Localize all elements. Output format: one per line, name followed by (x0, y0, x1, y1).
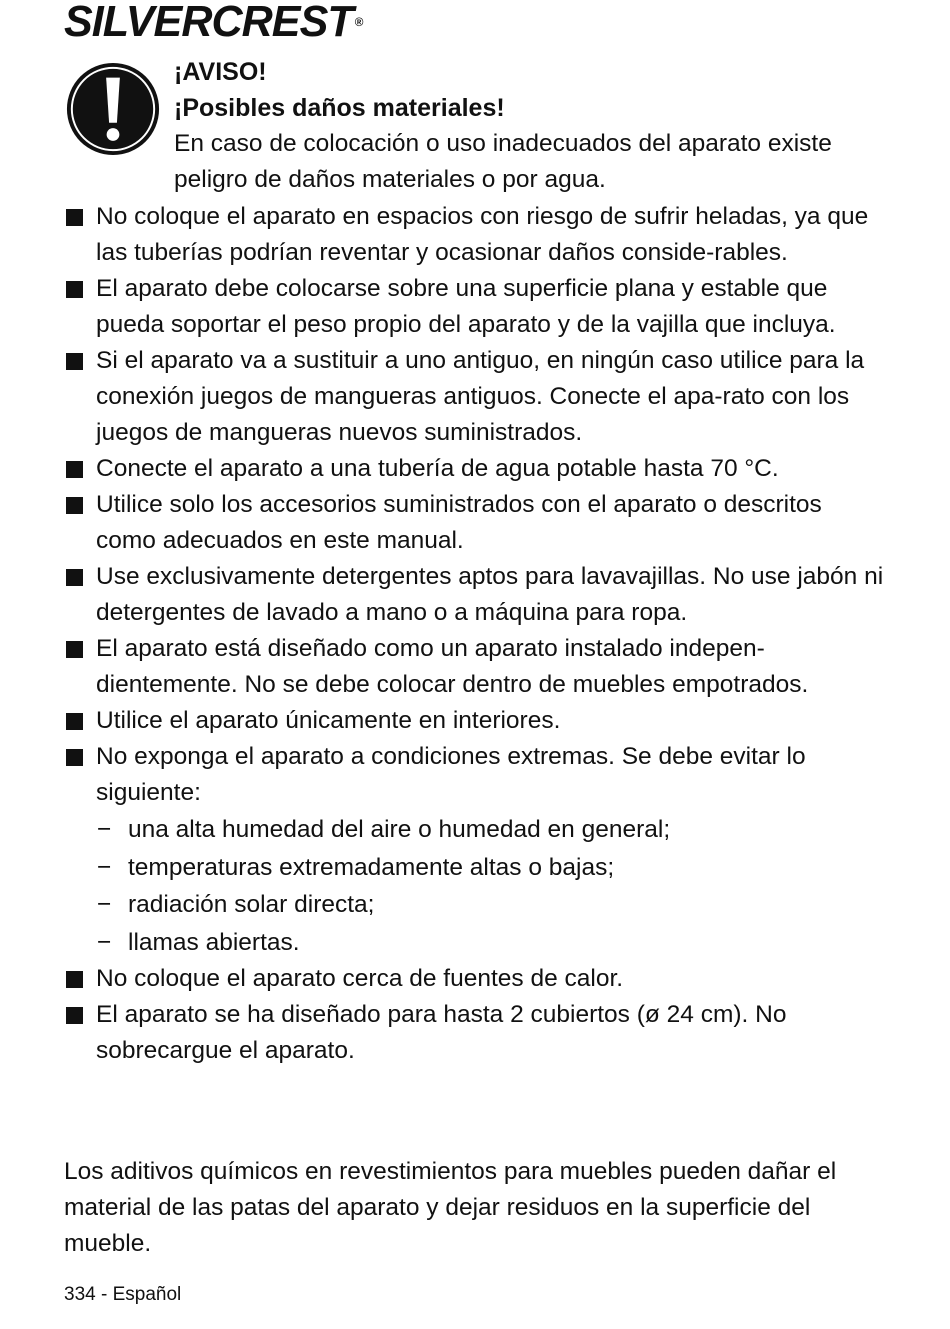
brand-name: SILVERCREST (64, 0, 353, 46)
square-bullet-icon (66, 641, 83, 658)
square-bullet-icon (66, 1007, 83, 1024)
square-bullet-icon (66, 209, 83, 226)
square-bullet-icon (66, 569, 83, 586)
list-item-text: Use exclusivamente detergentes aptos para lavavajillas. No use jabón ni detergentes de lavado a mano o a máquina para ropa. (96, 563, 884, 626)
list-item-text: El aparato está diseñado como un aparato instalado indepen-dientemente. No se debe colocar dentro de muebles empotrados. (96, 635, 809, 698)
list-item (64, 739, 884, 811)
list-item-text: No exponga el aparato a condiciones extremas. Se debe evitar lo siguiente: (96, 743, 806, 806)
sub-list-item-text: llamas abiertas. (128, 928, 300, 956)
list-item-text: Utilice solo los accesorios suministrados con el aparato o descritos como adecuados en este manual. (96, 491, 822, 554)
warning-subtitle: ¡Posibles daños materiales! (174, 94, 505, 122)
dash-bullet: − (97, 891, 112, 918)
list-item-text: No coloque el aparato en espacios con riesgo de sufrir heladas, ya que las tuberías podrían reventar y ocasionar daños conside-rables. (96, 203, 869, 266)
list-item (64, 961, 884, 997)
list-item (64, 451, 884, 487)
registered-mark: ® (354, 15, 363, 29)
square-bullet-icon (66, 461, 83, 478)
list-item (64, 997, 884, 1069)
dash-bullet: − (97, 816, 112, 843)
sub-list-item-text: radiación solar directa; (128, 891, 375, 918)
exclamation-icon (64, 60, 162, 158)
sub-list-item (64, 924, 884, 962)
list-item (64, 199, 884, 271)
dash-bullet: − (97, 853, 112, 881)
square-bullet-icon (66, 971, 83, 988)
list-item (64, 631, 884, 703)
square-bullet-icon (66, 353, 83, 370)
list-item-text: El aparato se ha diseñado para hasta 2 cubiertos (ø 24 cm). No sobrecargue el aparato. (96, 1001, 787, 1064)
list-item-text: No coloque el aparato cerca de fuentes de calor. (96, 965, 624, 992)
list-item-text: Conecte el aparato a una tubería de agua potable hasta 70 °C. (96, 455, 779, 482)
sub-list-item-text: temperaturas extremadamente altas o bajas; (128, 853, 615, 881)
warning-block (174, 54, 874, 198)
list-item-text: Si el aparato va a sustituir a uno antiguo, en ningún caso utilice para la conexión juegos de mangueras antiguos. Conecte el apa-rato con los juegos de mangueras nuevos suministrados. (96, 347, 865, 446)
list-item (64, 487, 884, 559)
warning-body: En caso de colocación o uso inadecuados del aparato existe peligro de daños materiales o por agua. (174, 130, 832, 193)
list-item-text: Utilice el aparato únicamente en interiores. (96, 707, 561, 734)
brand-logo (64, 0, 363, 46)
list-item (64, 559, 884, 631)
closing-paragraph: Los aditivos químicos en revestimientos para muebles pueden dañar el material de las patas del aparato y dejar residuos en la superficie del mueble. (64, 1158, 837, 1257)
list-item (64, 271, 884, 343)
square-bullet-icon (66, 281, 83, 298)
instruction-list (64, 199, 884, 1069)
square-bullet-icon (66, 749, 83, 766)
list-item (64, 343, 884, 451)
page-footer: 334 - Español (64, 1284, 182, 1305)
sub-list-item-text: una alta humedad del aire o humedad en general; (128, 816, 671, 843)
list-item-text: El aparato debe colocarse sobre una superficie plana y estable que pueda soportar el peso propio del aparato y de la vajilla que incluya. (96, 275, 836, 338)
square-bullet-icon (66, 713, 83, 730)
sub-list-item (64, 886, 884, 924)
sub-list-item (64, 811, 884, 849)
sub-list-item (64, 849, 884, 887)
square-bullet-icon (66, 497, 83, 514)
warning-title: ¡AVISO! (174, 58, 267, 86)
list-item (64, 703, 884, 739)
dash-bullet: − (97, 928, 112, 956)
